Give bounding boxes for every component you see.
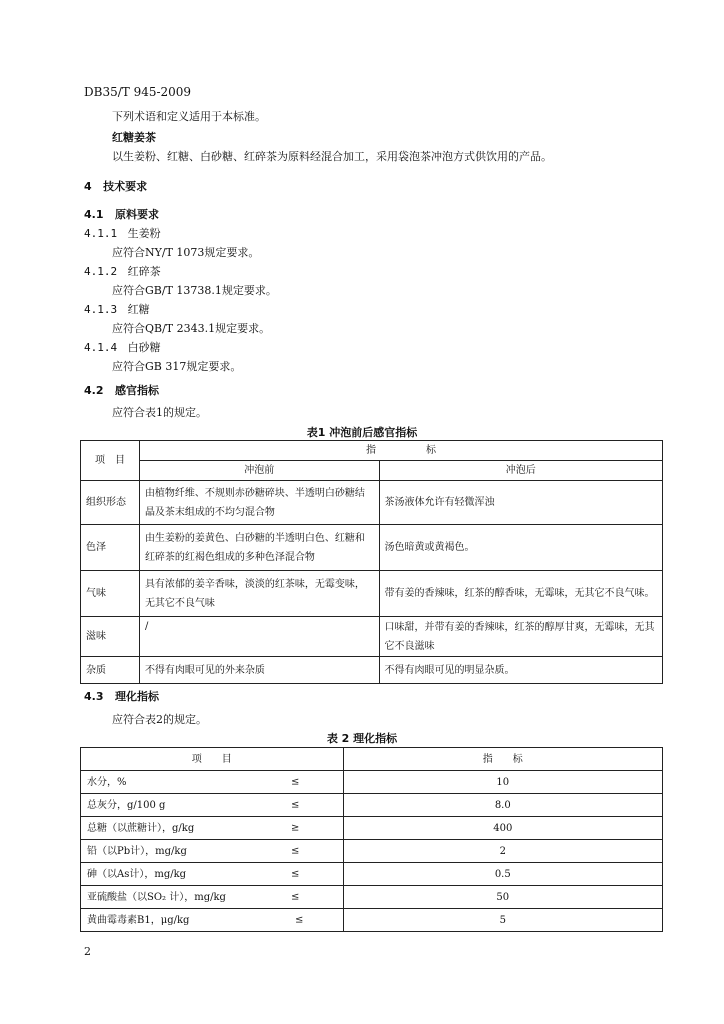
terms-sentence: 下列术语和定义适用于本标准。 [112,110,266,123]
section-4-1-heading [84,206,159,222]
table-row [81,840,663,863]
table-row [81,863,663,886]
row-symbol: ≤ [291,891,300,903]
col-header-after: 冲泡后 [379,461,663,481]
term-name: 红糖姜茶 [112,131,156,144]
row-item-cell [81,794,344,817]
table-row [81,571,663,617]
clause-number: 4.1.2 [84,265,118,278]
section-title: 感官指标 [115,384,159,397]
clause-4-1-3 [84,301,150,317]
row-before: 由植物纤维、不规则赤砂糖碎块、半透明白砂糖结晶及茶末组成的不均匀混合物 [139,481,379,525]
clause-number: 4.1.1 [84,227,118,240]
row-before: / [139,617,379,657]
row-value: 50 [343,886,662,909]
row-after: 不得有肉眼可见的明显杂质。 [379,657,663,684]
table-row [81,771,663,794]
clause-title: 红糖 [127,303,150,316]
row-value: 0.5 [343,863,662,886]
row-symbol: ≤ [295,914,304,926]
col-header-before: 冲泡前 [139,461,379,481]
document-code: DB35/T 945-2009 [84,85,192,99]
row-value: 10 [343,771,662,794]
row-item: 气味 [81,571,140,617]
row-item: 水分，% [87,776,127,788]
row-symbol: ≤ [291,845,300,857]
col-header-index: 指 标 [343,748,662,771]
row-item: 铅（以Pb计），mg/kg [87,845,187,857]
col-header-item: 项 目 [81,748,344,771]
row-item: 总灰分，g/100 g [87,799,166,811]
section-4-3-heading [84,688,159,704]
section-number: 4 [84,180,92,193]
section-number: 4.1 [84,208,104,221]
row-item: 亚硫酸盐（以SO₂ 计），mg/kg [87,891,226,903]
row-item-cell [81,909,344,932]
row-item: 滋味 [81,617,140,657]
clause-requirement: 应符合QB/T 2343.1规定要求。 [112,322,271,335]
section-4-2-heading [84,382,159,398]
clause-title: 生姜粉 [127,227,161,240]
page-number: 2 [84,945,91,958]
row-after: 汤色暗黄或黄褐色。 [379,525,663,571]
row-before: 具有浓郁的姜辛香味，淡淡的红茶味，无霉变味，无其它不良气味 [139,571,379,617]
row-item-cell [81,863,344,886]
row-value: 2 [343,840,662,863]
clause-requirement: 应符合GB 317规定要求。 [112,360,242,373]
row-item-cell [81,886,344,909]
table-row [81,886,663,909]
col-header-index: 指 标 [139,441,662,461]
table-header-row [81,748,663,771]
section-title: 理化指标 [115,690,159,703]
sensory-table [80,440,663,684]
section-4-3-requirement: 应符合表2的规定。 [112,713,207,726]
section-number: 4.3 [84,690,104,703]
section-title: 原料要求 [115,208,159,221]
row-symbol: ≤ [291,776,300,788]
row-item: 总糖（以蔗糖计），g/kg [87,822,195,834]
row-item: 砷（以As计），mg/kg [87,868,187,880]
clause-requirement: 应符合GB/T 13738.1规定要求。 [112,284,277,297]
physicochemical-table [80,747,663,932]
section-4-heading [84,178,147,194]
table-row [81,794,663,817]
table-row [81,657,663,684]
row-after: 口味甜，并带有姜的香辣味，红茶的醇厚甘爽，无霉味，无其它不良滋味 [379,617,663,657]
row-item-cell [81,817,344,840]
clause-requirement: 应符合NY/T 1073规定要求。 [112,246,260,259]
row-symbol: ≤ [291,799,300,811]
row-item: 组织形态 [81,481,140,525]
table-row [81,617,663,657]
row-value: 400 [343,817,662,840]
table-subheader-row [81,461,663,481]
table1-caption: 表1 冲泡前后感官指标 [306,426,418,439]
term-definition: 以生姜粉、红糖、白砂糖、红碎茶为原料经混合加工，采用袋泡茶冲泡方式供饮用的产品。 [112,150,552,163]
row-after: 茶汤液体允许有轻微浑浊 [379,481,663,525]
table-row [81,909,663,932]
table2-caption: 表 2 理化指标 [326,732,398,745]
table-header-row [81,441,663,461]
row-item-cell [81,840,344,863]
clause-number: 4.1.4 [84,341,118,354]
row-item: 黄曲霉毒素B1，μg/kg [87,914,190,926]
clause-4-1-4 [84,339,161,355]
clause-title: 白砂糖 [127,341,161,354]
table-row [81,525,663,571]
row-item-cell [81,771,344,794]
section-title: 技术要求 [103,180,148,193]
clause-number: 4.1.3 [84,303,118,316]
row-symbol: ≥ [291,822,300,834]
col-header-item: 项 目 [81,441,140,481]
row-before: 由生姜粉的姜黄色、白砂糖的半透明白色、红糖和红碎茶的红褐色组成的多种色泽混合物 [139,525,379,571]
row-symbol: ≤ [291,868,300,880]
section-4-2-requirement: 应符合表1的规定。 [112,406,207,419]
row-value: 5 [343,909,662,932]
clause-title: 红碎茶 [127,265,161,278]
row-before: 不得有肉眼可见的外来杂质 [139,657,379,684]
row-value: 8.0 [343,794,662,817]
row-after: 带有姜的香辣味，红茶的醇香味，无霉味，无其它不良气味。 [379,571,663,617]
table-row [81,817,663,840]
clause-4-1-2 [84,263,161,279]
row-item: 杂质 [81,657,140,684]
table-row [81,481,663,525]
row-item: 色泽 [81,525,140,571]
section-number: 4.2 [84,384,104,397]
clause-4-1-1 [84,225,161,241]
